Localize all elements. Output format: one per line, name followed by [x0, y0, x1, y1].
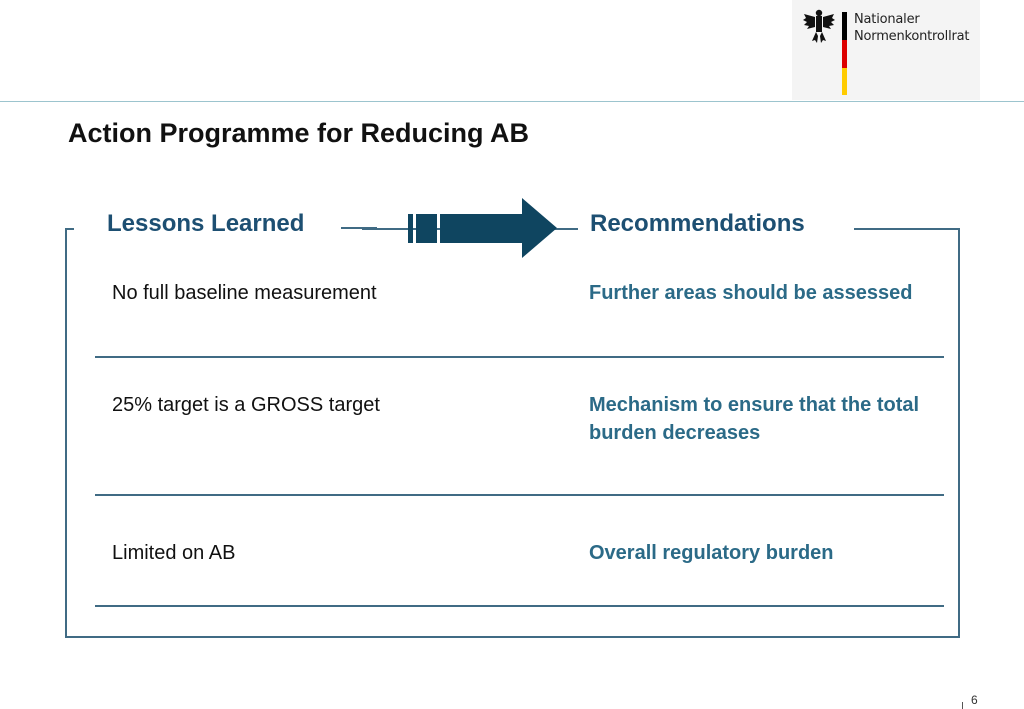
- recommendation-text: Mechanism to ensure that the total burden decreases: [589, 394, 920, 444]
- recommendations-header: Recommendations: [590, 210, 805, 237]
- row-divider: [95, 605, 944, 607]
- logo: [792, 0, 980, 100]
- lesson-text: 25% target is a GROSS target: [112, 394, 380, 416]
- recommendation-text: Further areas should be assessed: [589, 282, 913, 304]
- right-arrow-icon: [406, 197, 558, 259]
- page-separator: [962, 702, 963, 709]
- lesson-text: No full baseline measurement: [112, 282, 377, 304]
- logo-text: [854, 11, 969, 45]
- row-divider: [95, 356, 944, 358]
- row-divider: [95, 494, 944, 496]
- logo-line-1: Nationaler: [854, 12, 920, 27]
- header-connector-line: [341, 227, 377, 229]
- page-number: 6: [971, 693, 978, 707]
- slide-title: Action Programme for Reducing AB: [68, 118, 530, 148]
- federal-eagle-icon: [802, 8, 836, 44]
- flag-bar: [842, 12, 847, 95]
- recommendation-text: Overall regulatory burden: [589, 542, 834, 564]
- logo-line-2: Normenkontrollrat: [854, 29, 970, 44]
- lessons-learned-header: Lessons Learned: [107, 210, 305, 237]
- lesson-text: Limited on AB: [112, 542, 236, 564]
- header-rule: [0, 101, 1024, 102]
